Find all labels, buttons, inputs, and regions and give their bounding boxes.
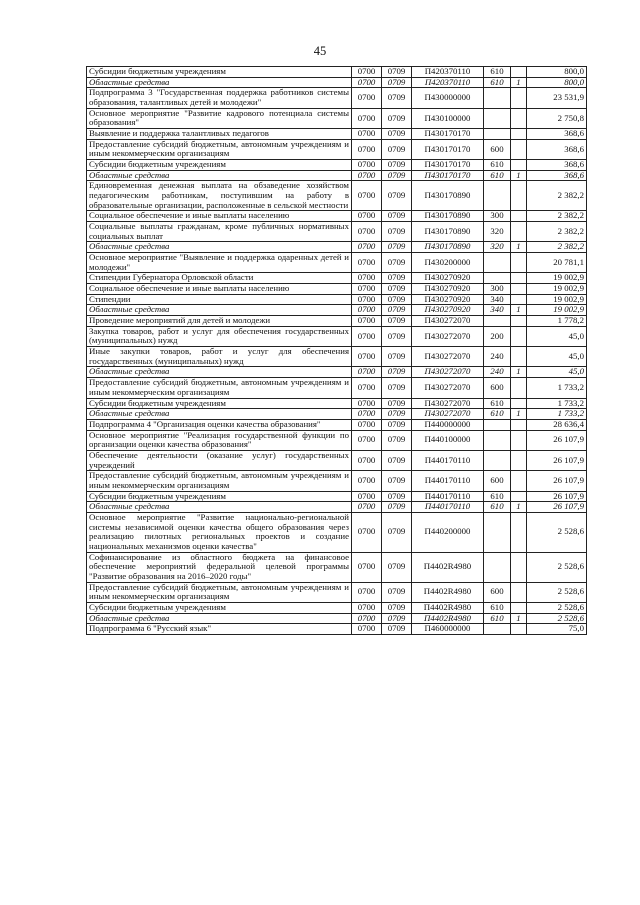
amount-cell: 800,0 (527, 77, 587, 88)
amount-cell: 800,0 (527, 67, 587, 78)
table-row (87, 419, 587, 430)
target-article-cell: П430170890 (412, 222, 484, 242)
funding-source-cell: 1 (511, 77, 527, 88)
amount-cell: 26 107,9 (527, 471, 587, 491)
row-name-cell: Социальные выплаты гражданам, кроме публичных нормативных социальных выплат (87, 222, 352, 242)
funding-source-cell (511, 419, 527, 430)
section-code-cell: 0700 (352, 367, 382, 378)
funding-source-cell (511, 253, 527, 273)
table-row (87, 284, 587, 295)
section-code-cell: 0700 (352, 211, 382, 222)
funding-source-cell (511, 398, 527, 409)
funding-source-cell: 1 (511, 305, 527, 316)
funding-source-cell (511, 512, 527, 552)
section-code-cell: 0700 (352, 129, 382, 140)
page-number: 45 (313, 44, 327, 58)
subsection-code-cell: 0709 (382, 624, 412, 635)
row-name-cell: Областные средства (87, 367, 352, 378)
funding-source-cell (511, 582, 527, 602)
target-article-cell: П430272070 (412, 326, 484, 346)
section-code-cell: 0700 (352, 419, 382, 430)
table-row-regional-funds (87, 613, 587, 624)
section-code-cell: 0700 (352, 552, 382, 582)
section-code-cell: 0700 (352, 378, 382, 398)
expense-type-cell (484, 430, 511, 450)
target-article-cell: П430170170 (412, 139, 484, 159)
table-row-regional-funds (87, 367, 587, 378)
subsection-code-cell: 0709 (382, 88, 412, 108)
row-name-cell: Субсидии бюджетным учреждениям (87, 491, 352, 502)
expense-type-cell: 610 (484, 409, 511, 420)
subsection-code-cell: 0709 (382, 367, 412, 378)
subsection-code-cell: 0709 (382, 450, 412, 470)
expense-type-cell: 600 (484, 378, 511, 398)
amount-cell: 1 733,2 (527, 378, 587, 398)
table-row (87, 552, 587, 582)
section-code-cell: 0700 (352, 430, 382, 450)
row-name-cell: Основное мероприятие "Развитие кадрового потенциала системы образования" (87, 108, 352, 128)
target-article-cell: П440170110 (412, 502, 484, 513)
table-row (87, 181, 587, 211)
section-code-cell: 0700 (352, 502, 382, 513)
section-code-cell: 0700 (352, 181, 382, 211)
target-article-cell: П430100000 (412, 108, 484, 128)
subsection-code-cell: 0709 (382, 398, 412, 409)
amount-cell: 19 002,9 (527, 284, 587, 295)
expense-type-cell: 240 (484, 367, 511, 378)
amount-cell: 1 778,2 (527, 316, 587, 327)
subsection-code-cell: 0709 (382, 67, 412, 78)
target-article-cell: П430272070 (412, 347, 484, 367)
subsection-code-cell: 0709 (382, 471, 412, 491)
subsection-code-cell: 0709 (382, 552, 412, 582)
target-article-cell: П460000000 (412, 624, 484, 635)
row-name-cell: Областные средства (87, 409, 352, 420)
amount-cell: 2 528,6 (527, 613, 587, 624)
section-code-cell: 0700 (352, 88, 382, 108)
subsection-code-cell: 0709 (382, 512, 412, 552)
table-row (87, 512, 587, 552)
row-name-cell: Подпрограмма 3 "Государственная поддержка работников системы образования, талантливых детей и молодежи" (87, 88, 352, 108)
table-row (87, 602, 587, 613)
amount-cell: 19 002,9 (527, 294, 587, 305)
target-article-cell: П440000000 (412, 419, 484, 430)
amount-cell: 26 107,9 (527, 502, 587, 513)
table-row (87, 211, 587, 222)
target-article-cell: П430200000 (412, 253, 484, 273)
row-name-cell: Предоставление субсидий бюджетным, автономным учреждениям и иным некоммерческим организациям (87, 139, 352, 159)
funding-source-cell (511, 284, 527, 295)
budget-table (86, 66, 587, 635)
expense-type-cell: 610 (484, 67, 511, 78)
funding-source-cell (511, 139, 527, 159)
target-article-cell: П430272070 (412, 367, 484, 378)
table-row (87, 347, 587, 367)
table-row-regional-funds (87, 409, 587, 420)
section-code-cell: 0700 (352, 624, 382, 635)
expense-type-cell (484, 316, 511, 327)
row-name-cell: Областные средства (87, 502, 352, 513)
amount-cell: 368,6 (527, 170, 587, 181)
funding-source-cell (511, 602, 527, 613)
row-name-cell: Подпрограмма 6 "Русский язык" (87, 624, 352, 635)
expense-type-cell (484, 108, 511, 128)
funding-source-cell: 1 (511, 242, 527, 253)
subsection-code-cell: 0709 (382, 77, 412, 88)
amount-cell: 2 528,6 (527, 552, 587, 582)
expense-type-cell (484, 88, 511, 108)
subsection-code-cell: 0709 (382, 502, 412, 513)
row-name-cell: Проведение мероприятий для детей и молодежи (87, 316, 352, 327)
subsection-code-cell: 0709 (382, 305, 412, 316)
amount-cell: 26 107,9 (527, 450, 587, 470)
subsection-code-cell: 0709 (382, 160, 412, 171)
expense-type-cell: 240 (484, 347, 511, 367)
expense-type-cell: 340 (484, 294, 511, 305)
amount-cell: 45,0 (527, 367, 587, 378)
amount-cell: 1 733,2 (527, 409, 587, 420)
funding-source-cell: 1 (511, 613, 527, 624)
row-name-cell: Стипендии (87, 294, 352, 305)
section-code-cell: 0700 (352, 160, 382, 171)
amount-cell: 20 781,1 (527, 253, 587, 273)
funding-source-cell (511, 378, 527, 398)
target-article-cell: П430272070 (412, 378, 484, 398)
funding-source-cell (511, 67, 527, 78)
funding-source-cell (511, 294, 527, 305)
target-article-cell: П430272070 (412, 316, 484, 327)
row-name-cell: Закупка товаров, работ и услуг для обеспечения государственных (муниципальных) нужд (87, 326, 352, 346)
table-row (87, 294, 587, 305)
amount-cell: 368,6 (527, 139, 587, 159)
amount-cell: 26 107,9 (527, 491, 587, 502)
expense-type-cell (484, 624, 511, 635)
table-row (87, 624, 587, 635)
subsection-code-cell: 0709 (382, 347, 412, 367)
table-row (87, 88, 587, 108)
table-row (87, 471, 587, 491)
funding-source-cell: 1 (511, 170, 527, 181)
row-name-cell: Иные закупки товаров, работ и услуг для обеспечения государственных (муниципальных) нужд (87, 347, 352, 367)
funding-source-cell (511, 108, 527, 128)
table-row-regional-funds (87, 242, 587, 253)
row-name-cell: Субсидии бюджетным учреждениям (87, 398, 352, 409)
target-article-cell: П420370110 (412, 77, 484, 88)
amount-cell: 19 002,9 (527, 273, 587, 284)
row-name-cell: Областные средства (87, 613, 352, 624)
target-article-cell: П440170110 (412, 450, 484, 470)
expense-type-cell: 300 (484, 211, 511, 222)
funding-source-cell (511, 471, 527, 491)
row-name-cell: Софинансирование из областного бюджета на финансовое обеспечение мероприятий федеральной целевой программы "Развитие образования на 2016–2020 годы" (87, 552, 352, 582)
subsection-code-cell: 0709 (382, 181, 412, 211)
subsection-code-cell: 0709 (382, 211, 412, 222)
row-name-cell: Единовременная денежная выплата на обзаведение хозяйством педагогическим работникам, поступившим на работу в образовательные организации, расположенные в сельской местности (87, 181, 352, 211)
funding-source-cell (511, 160, 527, 171)
expense-type-cell: 320 (484, 222, 511, 242)
amount-cell: 2 528,6 (527, 512, 587, 552)
target-article-cell: П430170890 (412, 211, 484, 222)
section-code-cell: 0700 (352, 582, 382, 602)
amount-cell: 2 750,8 (527, 108, 587, 128)
amount-cell: 2 382,2 (527, 181, 587, 211)
subsection-code-cell: 0709 (382, 242, 412, 253)
expense-type-cell (484, 512, 511, 552)
expense-type-cell (484, 450, 511, 470)
amount-cell: 2 382,2 (527, 222, 587, 242)
subsection-code-cell: 0709 (382, 409, 412, 420)
table-row (87, 450, 587, 470)
expense-type-cell (484, 129, 511, 140)
section-code-cell: 0700 (352, 305, 382, 316)
funding-source-cell (511, 624, 527, 635)
row-name-cell: Субсидии бюджетным учреждениям (87, 602, 352, 613)
expense-type-cell: 610 (484, 491, 511, 502)
amount-cell: 75,0 (527, 624, 587, 635)
expense-type-cell: 610 (484, 602, 511, 613)
amount-cell: 23 531,9 (527, 88, 587, 108)
amount-cell: 2 382,2 (527, 242, 587, 253)
target-article-cell: П430270920 (412, 284, 484, 295)
table-row-regional-funds (87, 77, 587, 88)
expense-type-cell (484, 181, 511, 211)
table-row (87, 316, 587, 327)
row-name-cell: Основное мероприятие "Реализация государственной функции по организации оценки качества образования" (87, 430, 352, 450)
expense-type-cell (484, 253, 511, 273)
funding-source-cell: 1 (511, 409, 527, 420)
amount-cell: 2 382,2 (527, 211, 587, 222)
section-code-cell: 0700 (352, 471, 382, 491)
table-row (87, 253, 587, 273)
expense-type-cell (484, 419, 511, 430)
row-name-cell: Областные средства (87, 170, 352, 181)
subsection-code-cell: 0709 (382, 491, 412, 502)
subsection-code-cell: 0709 (382, 139, 412, 159)
funding-source-cell (511, 552, 527, 582)
target-article-cell: П430270920 (412, 305, 484, 316)
table-row (87, 160, 587, 171)
subsection-code-cell: 0709 (382, 582, 412, 602)
row-name-cell: Обеспечение деятельности (оказание услуг) государственных учреждений (87, 450, 352, 470)
subsection-code-cell: 0709 (382, 326, 412, 346)
funding-source-cell (511, 181, 527, 211)
expense-type-cell: 610 (484, 502, 511, 513)
subsection-code-cell: 0709 (382, 378, 412, 398)
amount-cell: 368,6 (527, 129, 587, 140)
amount-cell: 28 636,4 (527, 419, 587, 430)
table-row (87, 139, 587, 159)
expense-type-cell: 200 (484, 326, 511, 346)
section-code-cell: 0700 (352, 222, 382, 242)
target-article-cell: П440100000 (412, 430, 484, 450)
target-article-cell: П430170170 (412, 129, 484, 140)
target-article-cell: П440170110 (412, 471, 484, 491)
subsection-code-cell: 0709 (382, 294, 412, 305)
row-name-cell: Субсидии бюджетным учреждениям (87, 67, 352, 78)
expense-type-cell: 340 (484, 305, 511, 316)
target-article-cell: П430170890 (412, 181, 484, 211)
amount-cell: 368,6 (527, 160, 587, 171)
row-name-cell: Подпрограмма 4 "Организация оценки качества образования" (87, 419, 352, 430)
funding-source-cell (511, 316, 527, 327)
table-row-regional-funds (87, 502, 587, 513)
row-name-cell: Предоставление субсидий бюджетным, автономным учреждениям и иным некоммерческим организациям (87, 378, 352, 398)
row-name-cell: Социальное обеспечение и иные выплаты населению (87, 211, 352, 222)
funding-source-cell (511, 211, 527, 222)
section-code-cell: 0700 (352, 409, 382, 420)
amount-cell: 45,0 (527, 326, 587, 346)
funding-source-cell (511, 430, 527, 450)
target-article-cell: П4402R4980 (412, 613, 484, 624)
section-code-cell: 0700 (352, 139, 382, 159)
table-row (87, 430, 587, 450)
expense-type-cell: 300 (484, 284, 511, 295)
target-article-cell: П4402R4980 (412, 582, 484, 602)
table-row (87, 378, 587, 398)
funding-source-cell (511, 88, 527, 108)
funding-source-cell (511, 129, 527, 140)
expense-type-cell: 320 (484, 242, 511, 253)
subsection-code-cell: 0709 (382, 419, 412, 430)
subsection-code-cell: 0709 (382, 129, 412, 140)
row-name-cell: Социальное обеспечение и иные выплаты населению (87, 284, 352, 295)
subsection-code-cell: 0709 (382, 170, 412, 181)
section-code-cell: 0700 (352, 170, 382, 181)
subsection-code-cell: 0709 (382, 273, 412, 284)
expense-type-cell (484, 273, 511, 284)
row-name-cell: Основное мероприятие "Выявление и поддержка одаренных детей и молодежи" (87, 253, 352, 273)
section-code-cell: 0700 (352, 253, 382, 273)
row-name-cell: Областные средства (87, 77, 352, 88)
subsection-code-cell: 0709 (382, 253, 412, 273)
row-name-cell: Основное мероприятие "Развитие национально-региональной системы независимой оценки качества общего образования через реализацию пилотных региональных проектов и создание национальных механизмов оценки качества" (87, 512, 352, 552)
subsection-code-cell: 0709 (382, 430, 412, 450)
target-article-cell: П4402R4980 (412, 552, 484, 582)
target-article-cell: П430270920 (412, 294, 484, 305)
amount-cell: 2 528,6 (527, 582, 587, 602)
row-name-cell: Областные средства (87, 242, 352, 253)
table-row (87, 398, 587, 409)
target-article-cell: П440170110 (412, 491, 484, 502)
subsection-code-cell: 0709 (382, 613, 412, 624)
funding-source-cell (511, 450, 527, 470)
expense-type-cell: 610 (484, 160, 511, 171)
target-article-cell: П430000000 (412, 88, 484, 108)
funding-source-cell (511, 491, 527, 502)
row-name-cell: Субсидии бюджетным учреждениям (87, 160, 352, 171)
subsection-code-cell: 0709 (382, 284, 412, 295)
subsection-code-cell: 0709 (382, 108, 412, 128)
row-name-cell: Предоставление субсидий бюджетным, автономным учреждениям и иным некоммерческим организациям (87, 582, 352, 602)
table-row-regional-funds (87, 170, 587, 181)
expense-type-cell (484, 552, 511, 582)
funding-source-cell (511, 347, 527, 367)
table-row-regional-funds (87, 305, 587, 316)
row-name-cell: Областные средства (87, 305, 352, 316)
section-code-cell: 0700 (352, 491, 382, 502)
section-code-cell: 0700 (352, 398, 382, 409)
target-article-cell: П420370110 (412, 67, 484, 78)
section-code-cell: 0700 (352, 108, 382, 128)
table-row (87, 129, 587, 140)
amount-cell: 19 002,9 (527, 305, 587, 316)
section-code-cell: 0700 (352, 602, 382, 613)
section-code-cell: 0700 (352, 316, 382, 327)
amount-cell: 1 733,2 (527, 398, 587, 409)
table-row (87, 582, 587, 602)
table-row (87, 326, 587, 346)
target-article-cell: П430170170 (412, 170, 484, 181)
subsection-code-cell: 0709 (382, 222, 412, 242)
amount-cell: 45,0 (527, 347, 587, 367)
amount-cell: 26 107,9 (527, 430, 587, 450)
table-row (87, 491, 587, 502)
expense-type-cell: 610 (484, 613, 511, 624)
target-article-cell: П430272070 (412, 398, 484, 409)
budget-table-body (87, 67, 587, 635)
section-code-cell: 0700 (352, 284, 382, 295)
target-article-cell: П430170170 (412, 160, 484, 171)
expense-type-cell: 610 (484, 77, 511, 88)
section-code-cell: 0700 (352, 512, 382, 552)
expense-type-cell: 600 (484, 471, 511, 491)
section-code-cell: 0700 (352, 613, 382, 624)
table-row (87, 108, 587, 128)
section-code-cell: 0700 (352, 67, 382, 78)
funding-source-cell (511, 326, 527, 346)
table-row (87, 273, 587, 284)
target-article-cell: П430270920 (412, 273, 484, 284)
section-code-cell: 0700 (352, 347, 382, 367)
row-name-cell: Стипендии Губернатора Орловской области (87, 273, 352, 284)
subsection-code-cell: 0709 (382, 602, 412, 613)
funding-source-cell (511, 273, 527, 284)
table-row (87, 67, 587, 78)
expense-type-cell: 600 (484, 139, 511, 159)
section-code-cell: 0700 (352, 273, 382, 284)
table-row (87, 222, 587, 242)
section-code-cell: 0700 (352, 77, 382, 88)
funding-source-cell (511, 222, 527, 242)
funding-source-cell: 1 (511, 502, 527, 513)
row-name-cell: Предоставление субсидий бюджетным, автономным учреждениям и иным некоммерческим организациям (87, 471, 352, 491)
section-code-cell: 0700 (352, 242, 382, 253)
expense-type-cell: 610 (484, 170, 511, 181)
row-name-cell: Выявление и поддержка талантливых педагогов (87, 129, 352, 140)
section-code-cell: 0700 (352, 326, 382, 346)
section-code-cell: 0700 (352, 294, 382, 305)
expense-type-cell: 600 (484, 582, 511, 602)
subsection-code-cell: 0709 (382, 316, 412, 327)
target-article-cell: П4402R4980 (412, 602, 484, 613)
funding-source-cell: 1 (511, 367, 527, 378)
amount-cell: 2 528,6 (527, 602, 587, 613)
target-article-cell: П430272070 (412, 409, 484, 420)
expense-type-cell: 610 (484, 398, 511, 409)
target-article-cell: П440200000 (412, 512, 484, 552)
section-code-cell: 0700 (352, 450, 382, 470)
target-article-cell: П430170890 (412, 242, 484, 253)
